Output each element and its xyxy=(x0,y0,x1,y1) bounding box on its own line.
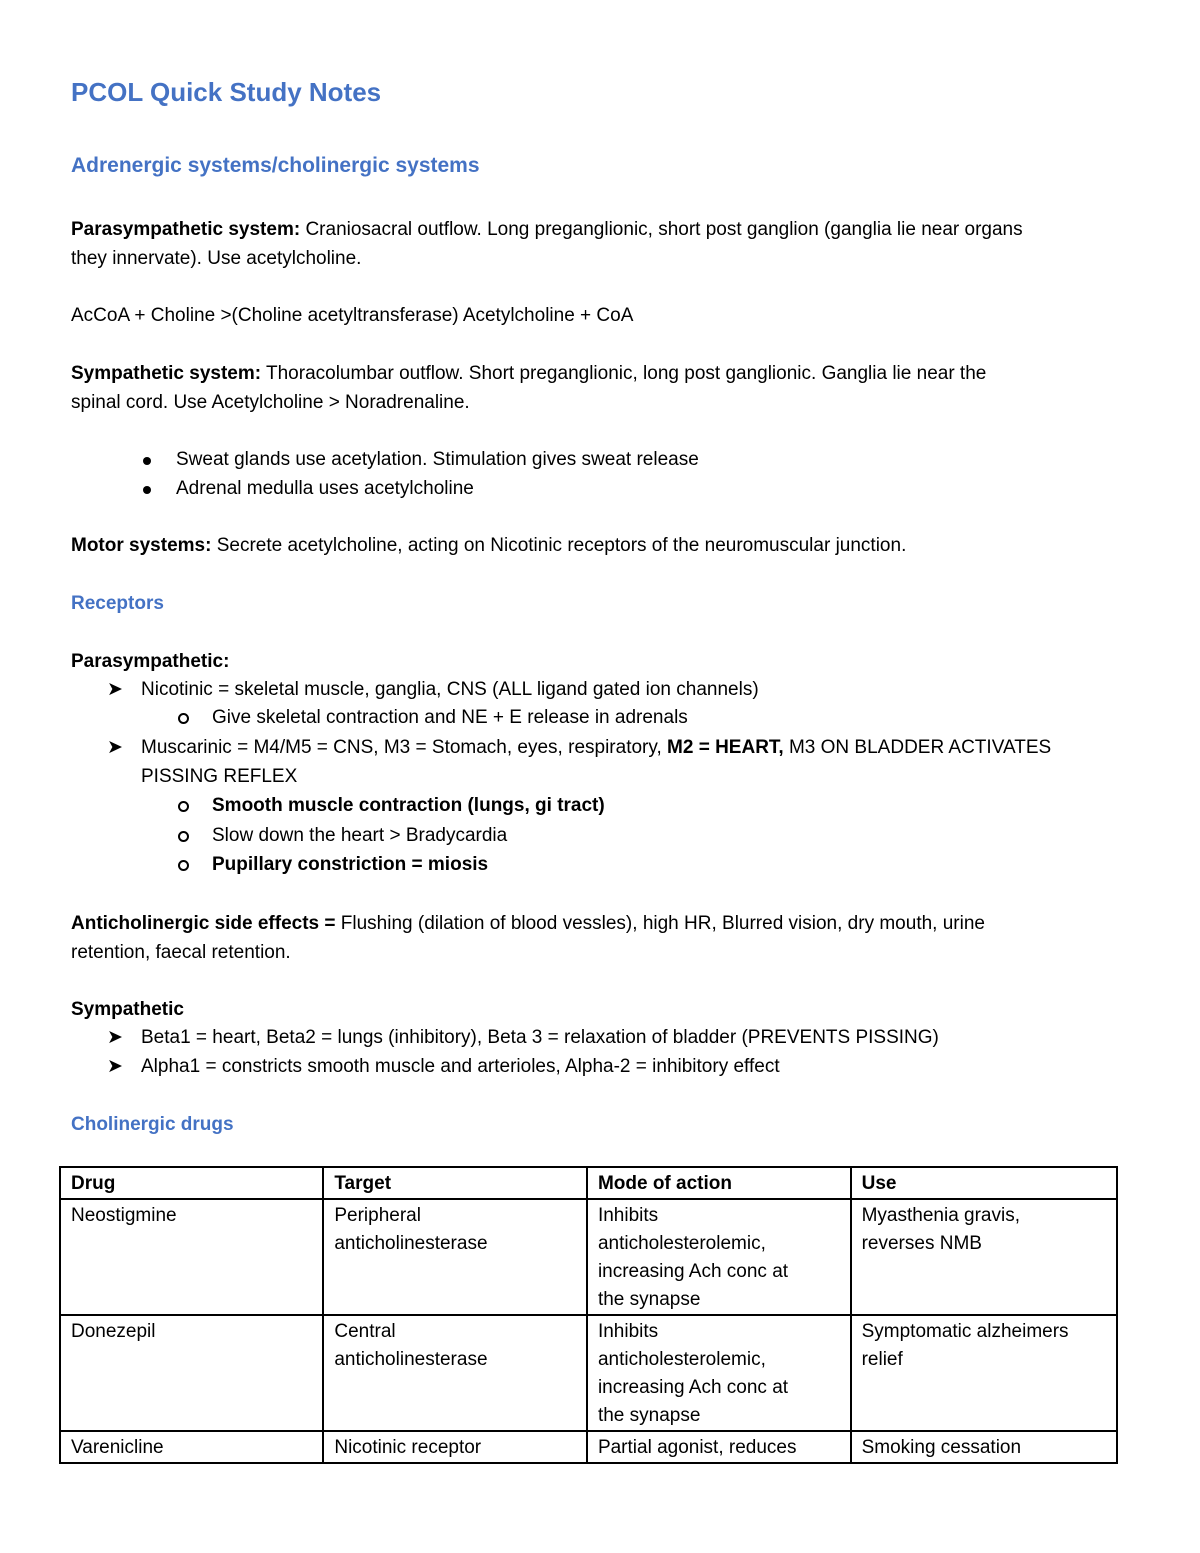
cell-drug xyxy=(60,1315,323,1431)
cell-text: anticholesterolemic, xyxy=(597,1233,766,1254)
sympathetic-label: Sympathetic system: xyxy=(71,363,262,384)
column-header-mode: Mode of action xyxy=(587,1167,851,1199)
cell-use xyxy=(851,1199,1117,1315)
cell-target xyxy=(323,1431,587,1463)
cell-text: Partial agonist, reduces xyxy=(597,1437,797,1458)
cell-text: Varenicline xyxy=(71,1437,164,1458)
cell-text: Smoking cessation xyxy=(861,1437,1022,1458)
column-header-target: Target xyxy=(323,1167,587,1199)
motor-paragraph xyxy=(71,532,1131,561)
bullet-dot-icon xyxy=(143,486,151,494)
bullet-text: Adrenal medulla uses acetylcholine xyxy=(176,477,474,499)
alpha-text: Alpha1 = constricts smooth muscle and arterioles, Alpha-2 = inhibitory effect xyxy=(141,1056,780,1077)
cholinergic-drugs-table xyxy=(59,1166,1118,1464)
cell-target xyxy=(323,1315,587,1431)
bullet-dot-icon xyxy=(143,457,151,465)
cholinergic-drugs-heading: Cholinergic drugs xyxy=(71,1114,234,1135)
muscarinic-text-pre: Muscarinic = M4/M5 = CNS, M3 = Stomach, eyes, respiratory, xyxy=(141,737,668,758)
beta-item xyxy=(71,1024,1131,1053)
nicotinic-item xyxy=(71,676,1131,705)
sympathetic-paragraph xyxy=(71,360,1131,417)
cell-drug xyxy=(60,1431,323,1463)
cell-text: increasing Ach conc at xyxy=(597,1377,789,1398)
cell-text: anticholinesterase xyxy=(334,1233,488,1254)
list-item xyxy=(71,475,1131,504)
cell-text: Myasthenia gravis, xyxy=(861,1205,1020,1226)
cell-mode xyxy=(587,1199,851,1315)
muscarinic-sub-text-3: Pupillary constriction = miosis xyxy=(212,854,489,875)
motor-label: Motor systems: xyxy=(71,535,212,556)
cell-text: Neostigmine xyxy=(71,1205,177,1226)
parasympathetic-text-2: they innervate). Use acetylcholine. xyxy=(71,247,362,269)
cell-use xyxy=(851,1315,1117,1431)
muscarinic-text-bold: M2 = HEART, xyxy=(667,737,784,758)
anticholinergic-label: Anticholinergic side effects = xyxy=(71,913,336,934)
parasympathetic-label: Parasympathetic system: xyxy=(71,219,301,240)
cell-text: the synapse xyxy=(597,1405,701,1426)
section-heading-adrenergic: Adrenergic systems/cholinergic systems xyxy=(71,154,480,177)
cell-text: anticholinesterase xyxy=(334,1349,488,1370)
cell-text: Peripheral xyxy=(334,1205,421,1226)
sympathetic-receptors-label: Sympathetic xyxy=(71,999,184,1020)
muscarinic-sub-item-3 xyxy=(71,851,1131,880)
cell-text: the synapse xyxy=(597,1289,701,1310)
cell-text: Symptomatic alzheimers xyxy=(861,1321,1069,1342)
list-item xyxy=(71,446,1131,475)
anticholinergic-paragraph xyxy=(71,910,1131,967)
beta-text: Beta1 = heart, Beta2 = lungs (inhibitory), Beta 3 = relaxation of bladder (PREVENTS PISSING) xyxy=(141,1027,939,1048)
circle-bullet-icon xyxy=(178,831,189,842)
cell-drug xyxy=(60,1199,323,1315)
circle-bullet-icon xyxy=(178,860,189,871)
arrowhead-bullet-icon: ➤ xyxy=(107,1027,123,1048)
cell-mode xyxy=(587,1315,851,1431)
cell-text: increasing Ach conc at xyxy=(597,1261,789,1282)
cell-text: Inhibits xyxy=(597,1205,659,1226)
cell-use xyxy=(851,1431,1117,1463)
cell-text: Donezepil xyxy=(71,1321,156,1342)
circle-bullet-icon xyxy=(178,801,189,812)
muscarinic-item xyxy=(71,734,1131,791)
anticholinergic-text-1: Flushing (dilation of blood vessles), high HR, Blurred vision, dry mouth, urine xyxy=(335,913,985,934)
cell-text: Central xyxy=(334,1321,396,1342)
muscarinic-sub-text-2: Slow down the heart > Bradycardia xyxy=(212,825,508,846)
motor-text: Secrete acetylcholine, acting on Nicotinic receptors of the neuromuscular junction. xyxy=(211,535,907,556)
parasympathetic-paragraph xyxy=(71,216,1131,273)
cell-text: anticholesterolemic, xyxy=(597,1349,766,1370)
parasympathetic-text-1: Craniosacral outflow. Long preganglionic, short post ganglion (ganglia lie near organs xyxy=(300,219,1023,240)
circle-bullet-icon xyxy=(178,713,189,724)
arrowhead-bullet-icon: ➤ xyxy=(107,737,123,758)
column-header-drug: Drug xyxy=(60,1167,323,1199)
page-title: PCOL Quick Study Notes xyxy=(71,77,382,107)
sympathetic-bullet-list xyxy=(71,446,1131,503)
receptors-heading: Receptors xyxy=(71,593,164,614)
table-row xyxy=(60,1199,1117,1315)
cell-text: reverses NMB xyxy=(861,1233,982,1254)
nicotinic-sub-item xyxy=(71,704,1131,733)
bullet-text: Sweat glands use acetylation. Stimulation gives sweat release xyxy=(176,449,699,470)
muscarinic-sub-text-1: Smooth muscle contraction (lungs, gi tract) xyxy=(212,795,605,816)
cell-target xyxy=(323,1199,587,1315)
cell-text: Inhibits xyxy=(597,1321,659,1342)
acetylcholine-equation: AcCoA + Choline >(Choline acetyltransferase) Acetylcholine + CoA xyxy=(71,305,634,326)
cell-text: relief xyxy=(861,1349,903,1370)
cell-text: Nicotinic receptor xyxy=(334,1437,482,1458)
alpha-item xyxy=(71,1053,1131,1082)
muscarinic-sub-item-1 xyxy=(71,792,1131,821)
nicotinic-text: Nicotinic = skeletal muscle, ganglia, CNS (ALL ligand gated ion channels) xyxy=(141,679,759,700)
nicotinic-sub-text: Give skeletal contraction and NE + E release in adrenals xyxy=(212,707,688,728)
muscarinic-sub-item-2 xyxy=(71,822,1131,851)
sympathetic-text-2: spinal cord. Use Acetylcholine > Noradrenaline. xyxy=(71,391,470,413)
parasympathetic-receptors-label: Parasympathetic: xyxy=(71,651,230,672)
arrowhead-bullet-icon: ➤ xyxy=(107,679,123,700)
arrowhead-bullet-icon: ➤ xyxy=(107,1056,123,1077)
cell-mode xyxy=(587,1431,851,1463)
muscarinic-text-post: M3 ON BLADDER ACTIVATES xyxy=(783,737,1052,758)
table-header-row xyxy=(60,1167,1117,1199)
sympathetic-text-1: Thoracolumbar outflow. Short preganglionic, long post ganglionic. Ganglia lie near the xyxy=(261,363,987,384)
table-row xyxy=(60,1315,1117,1431)
table-row xyxy=(60,1431,1117,1463)
column-header-use: Use xyxy=(851,1167,1117,1199)
muscarinic-text-line2: PISSING REFLEX xyxy=(141,765,298,787)
anticholinergic-text-2: retention, faecal retention. xyxy=(71,941,291,963)
